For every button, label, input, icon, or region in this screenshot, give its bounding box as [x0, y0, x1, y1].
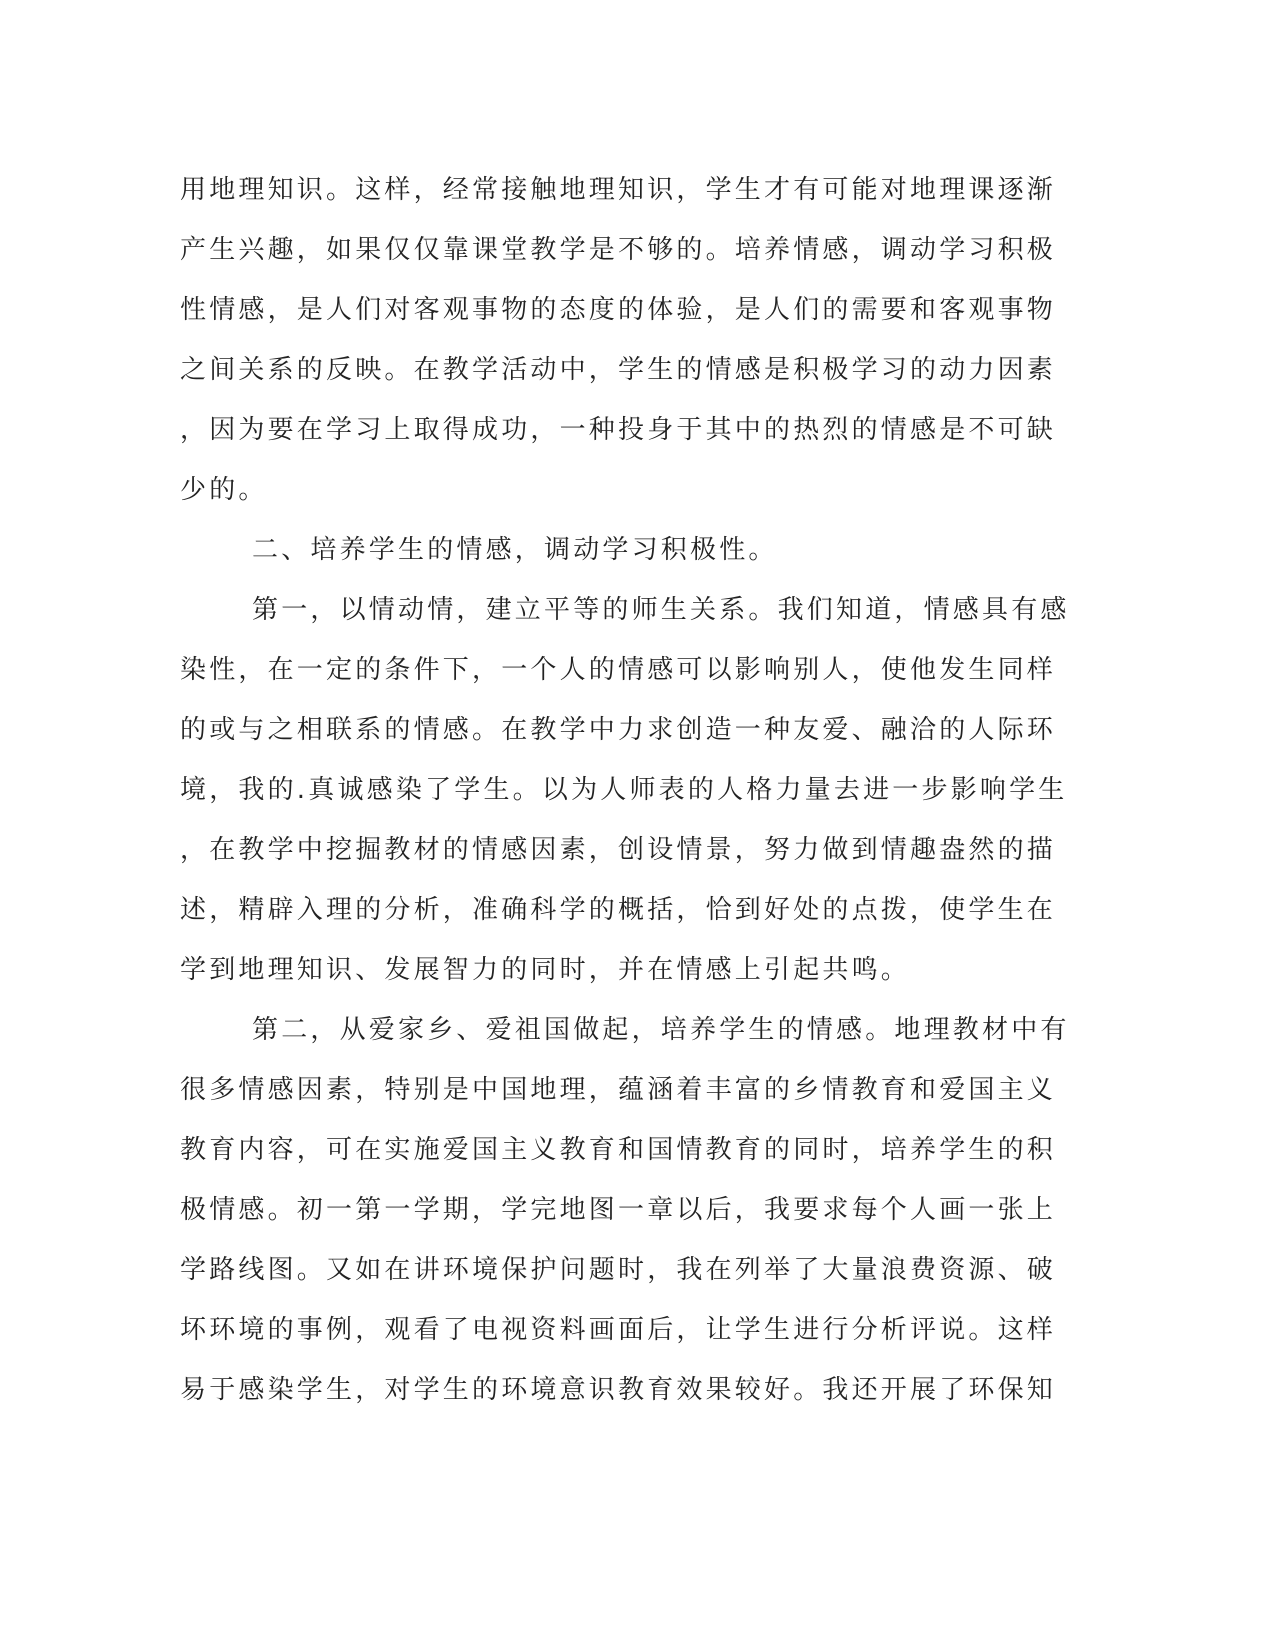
body-text [180, 160, 1070, 1420]
text-line: 之间关系的反映。在教学活动中，学生的情感是积极学习的动力因素 [180, 355, 1057, 385]
text-line: 学路线图。又如在讲环境保护问题时，我在列举了大量浪费资源、破 [180, 1255, 1057, 1285]
text-line: 用地理知识。这样，经常接触地理知识，学生才有可能对地理课逐渐 [180, 175, 1057, 205]
text-line: 境，我的.真诚感染了学生。以为人师表的人格力量去进一步影响学生 [180, 775, 1068, 805]
text-line: 很多情感因素，特别是中国地理，蕴涵着丰富的乡情教育和爱国主义 [180, 1075, 1057, 1105]
text-line: 极情感。初一第一学期，学完地图一章以后，我要求每个人画一张上 [180, 1195, 1057, 1225]
section-heading: 二、培养学生的情感，调动学习积极性。 [252, 535, 778, 565]
text-line: 染性，在一定的条件下，一个人的情感可以影响别人，使他发生同样 [180, 655, 1057, 685]
text-line: 坏环境的事例，观看了电视资料画面后，让学生进行分析评说。这样 [180, 1315, 1057, 1345]
text-line: 少的。 [180, 475, 268, 505]
text-line: 教育内容，可在实施爱国主义教育和国情教育的同时，培养学生的积 [180, 1135, 1057, 1165]
text-line: 的或与之相联系的情感。在教学中力求创造一种友爱、融洽的人际环 [180, 715, 1057, 745]
text-line: 述，精辟入理的分析，准确科学的概括，恰到好处的点拨，使学生在 [180, 895, 1057, 925]
text-line: 学到地理知识、发展智力的同时，并在情感上引起共鸣。 [180, 955, 911, 985]
text-line: 性情感，是人们对客观事物的态度的体验，是人们的需要和客观事物 [180, 295, 1057, 325]
text-line: ，在教学中挖掘教材的情感因素，创设情景，努力做到情趣盎然的描 [180, 835, 1057, 865]
paragraph-start: 第一，以情动情，建立平等的师生关系。我们知道，情感具有感 [252, 595, 1070, 625]
text-line: 产生兴趣，如果仅仅靠课堂教学是不够的。培养情感，调动学习积极 [180, 235, 1057, 265]
text-line: ，因为要在学习上取得成功，一种投身于其中的热烈的情感是不可缺 [180, 415, 1057, 445]
text-line: 易于感染学生，对学生的环境意识教育效果较好。我还开展了环保知 [180, 1375, 1057, 1405]
paragraph-start: 第二，从爱家乡、爱祖国做起，培养学生的情感。地理教材中有 [252, 1015, 1070, 1045]
